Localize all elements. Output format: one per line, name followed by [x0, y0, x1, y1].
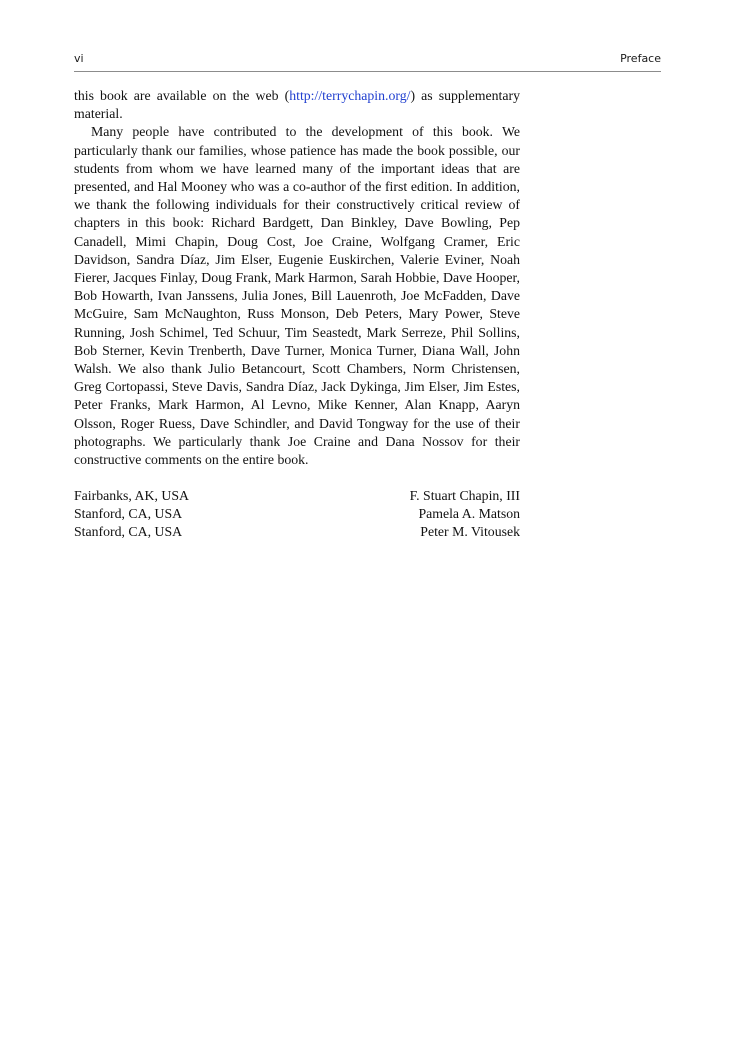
signature-row: [74, 505, 520, 523]
running-title: Preface: [620, 52, 661, 65]
signature-block: [74, 487, 520, 542]
paragraph-text: ) as supplementary material.: [74, 88, 520, 122]
paragraph-continued: [74, 87, 520, 123]
signature-row: [74, 487, 520, 505]
signature-name: Pamela A. Matson: [418, 506, 520, 522]
signature-place: Stanford, CA, USA: [74, 506, 183, 522]
preface-body: [74, 87, 520, 469]
page-header: [74, 50, 661, 72]
paragraph-text: this book are available on the web (: [74, 88, 290, 103]
signature-place: Fairbanks, AK, USA: [74, 488, 189, 503]
signature-row: [74, 523, 520, 541]
signature-place: Stanford, CA, USA: [74, 524, 183, 540]
signature-name: Peter M. Vitousek: [420, 524, 520, 540]
page-number: vi: [74, 52, 84, 65]
acknowledgements-paragraph: Many people have contributed to the development of this book. We particularly thank our families, whose patience has made the book possible, our students from whom we have learned many of the important ideas that are presented, and Hal Mooney who was a co-author of the first edition. In addition, we thank the following individuals for their constructively critical review of chapters in this book: Richard Bardgett, Dan Binkley, Dave Bowling, Pep Canadell, Mimi Chapin, Doug Cost, Joe Craine, Wolfgang Cramer, Eric Davidson, Sandra Díaz, Jim Elser, Eugenie Euskirchen, Valerie Eviner, Noah Fierer, Jacques Finlay, Doug Frank, Mark Harmon, Sarah Hobbie, Dave Hooper, Bob Howarth, Ivan Janssens, Julia Jones, Bill Lauenroth, Joe McFadden, Dave McGuire, Sam McNaughton, Russ Monson, Deb Peters, Mary Power, Steve Running, Josh Schimel, Ted Schuur, Tim Seastedt, Mark Serreze, Phil Sollins, Bob Sterner, Kevin Trenberth, Dave Turner, Monica Turner, Diana Wall, John Walsh. We also thank Julio Betancourt, Scott Chambers, Norm Christensen, Greg Cortopassi, Steve Davis, Sandra Díaz, Jack Dykinga, Jim Elser, Jim Estes, Peter Franks, Mark Harmon, Al Levno, Mike Kenner, Alan Knapp, Aaryn Olsson, Roger Ruess, Dave Schindler, and David Tongway for the use of their photographs. We particularly thank Joe Craine and Dana Nossov for their constructive comments on the entire book.: [74, 124, 520, 468]
website-link[interactable]: http://terrychapin.org/: [289, 88, 411, 103]
signature-name: F. Stuart Chapin, III: [409, 488, 520, 503]
